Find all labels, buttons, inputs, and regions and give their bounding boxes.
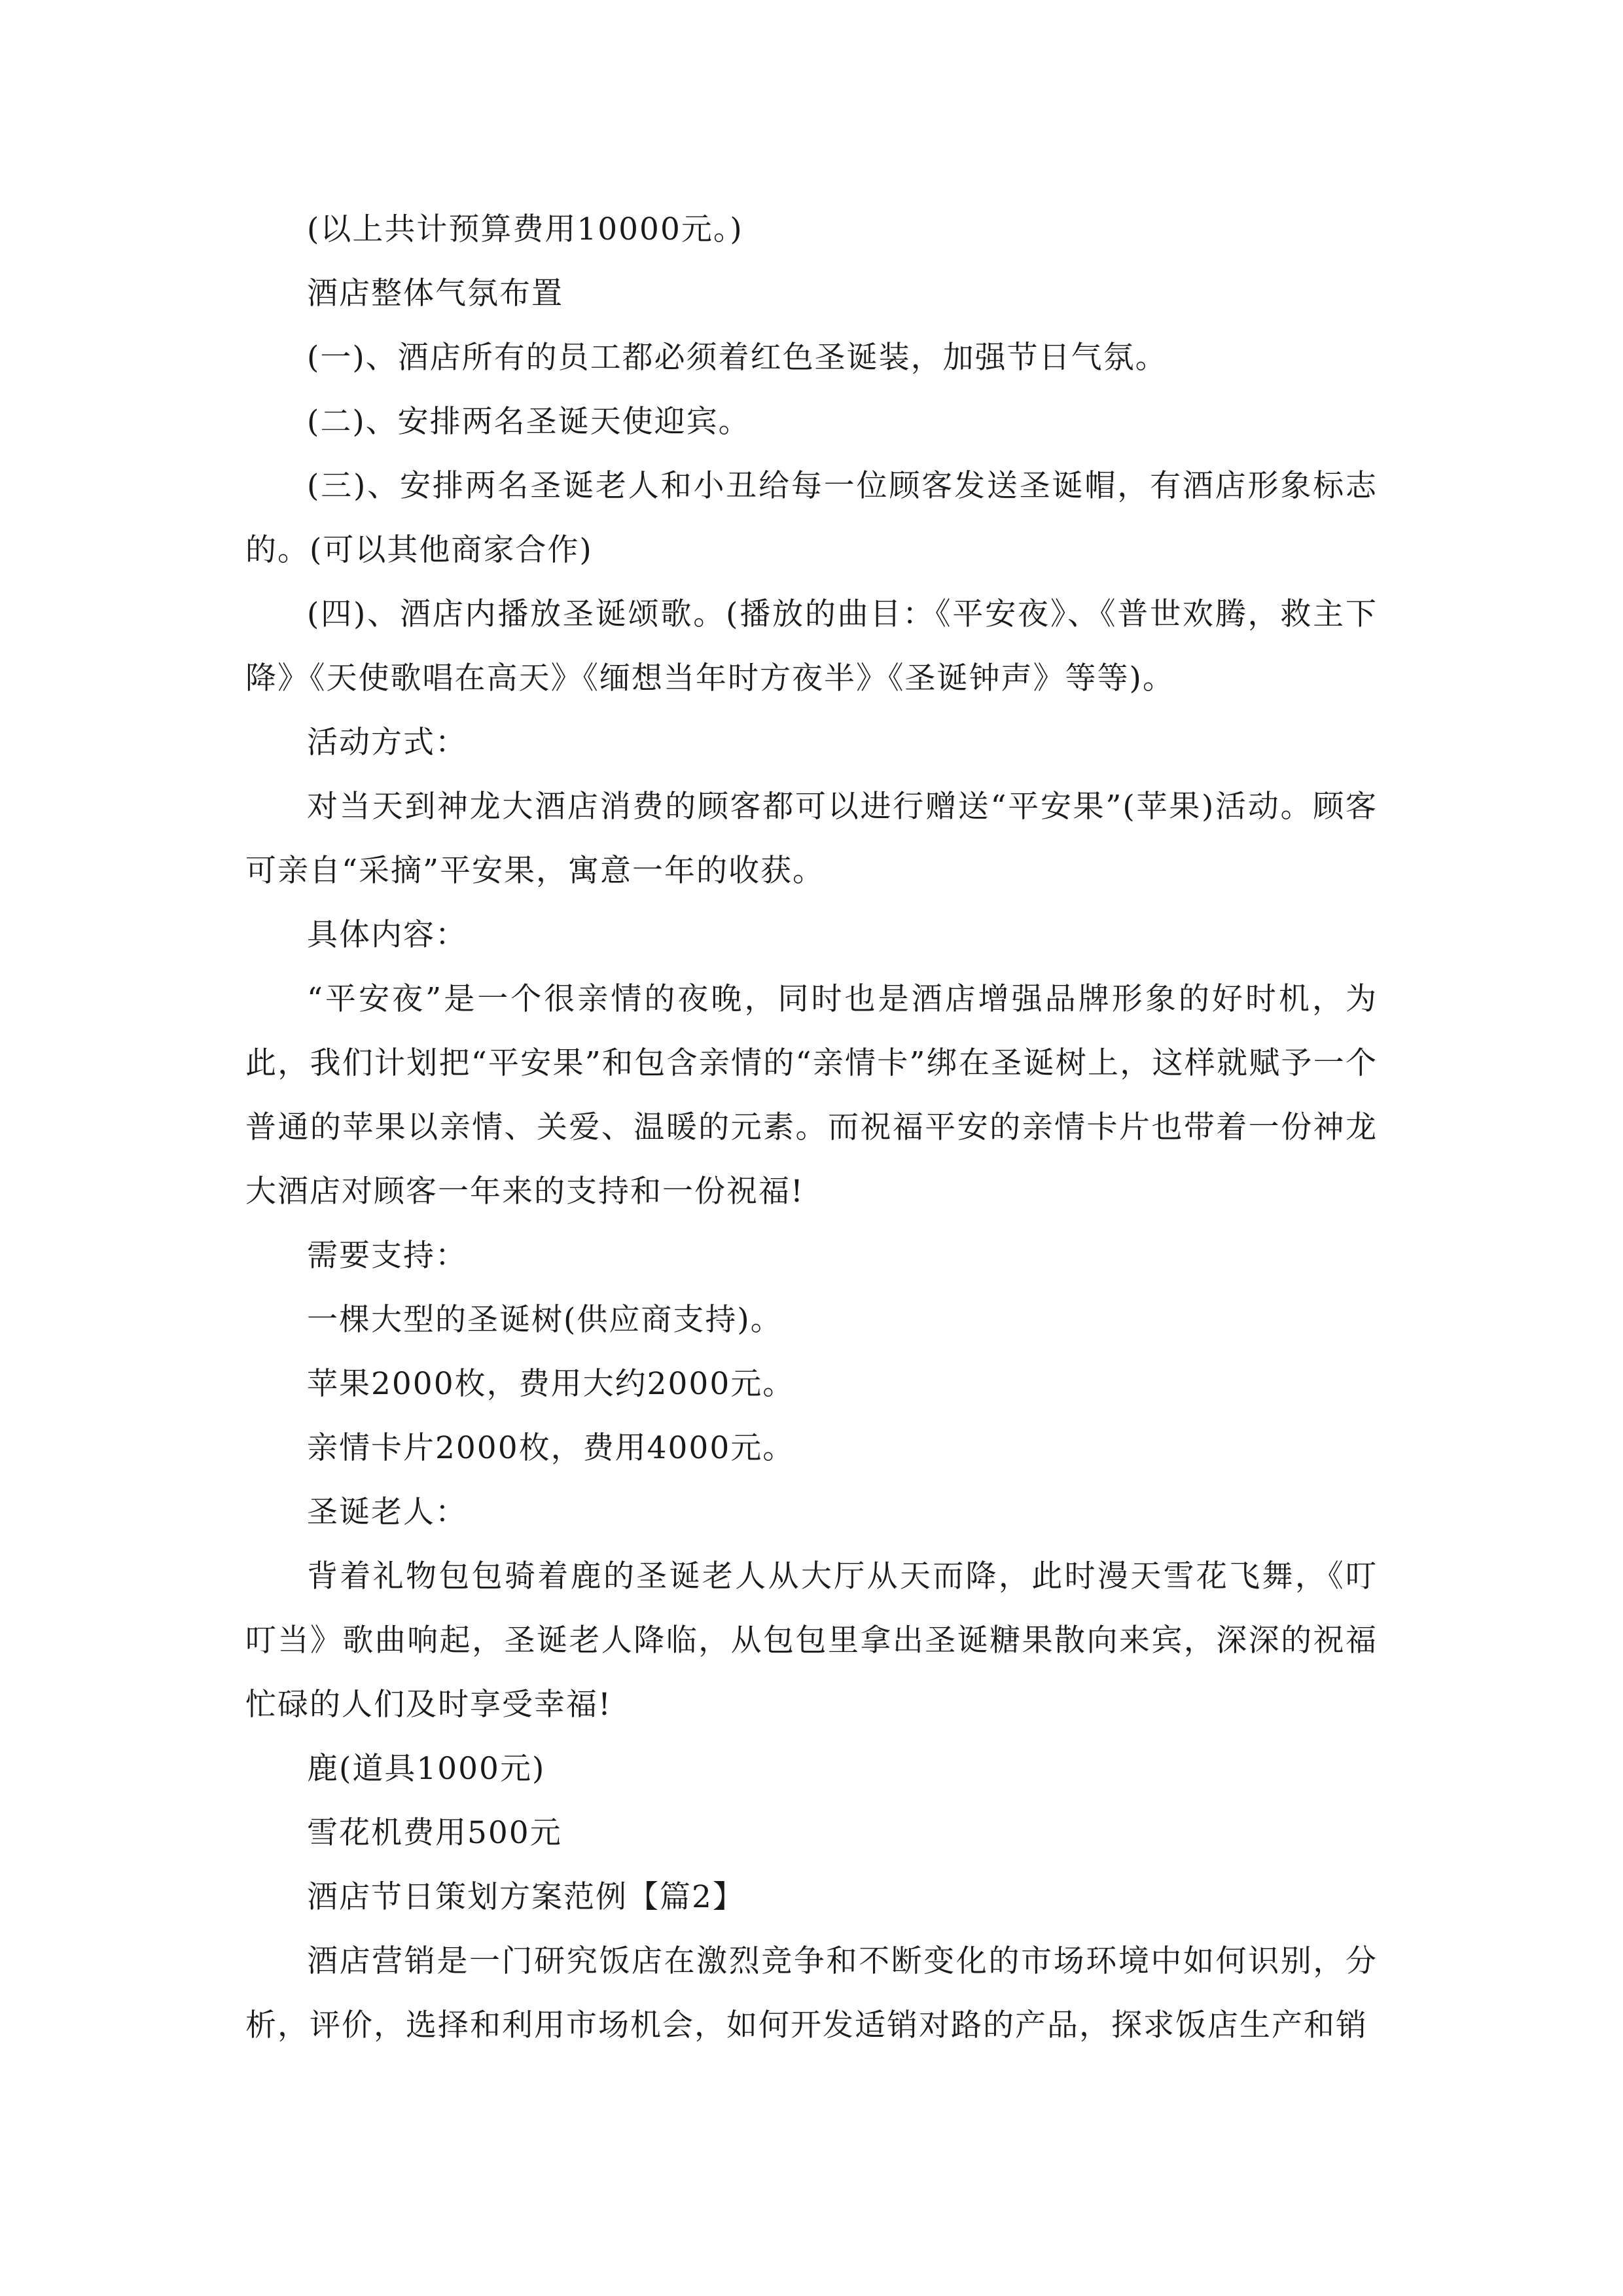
paragraph-item-2: (二)、安排两名圣诞天使迎宾。 <box>307 404 751 440</box>
heading-support: 需要支持： <box>307 1238 467 1274</box>
heading-activity-method: 活动方式： <box>307 725 467 761</box>
paragraph-item-3: (三)、安排两名圣诞老人和小丑给每一位顾客发送圣诞帽，有酒店形象标志的。(可以其他商家合作) <box>245 468 1378 568</box>
paragraph-item-1: (一)、酒店所有的员工都必须着红色圣诞装，加强节日气氛。 <box>307 340 1168 376</box>
paragraph-support-apples: 苹果2000枚，费用大约2000元。 <box>307 1366 795 1402</box>
paragraph-details: “平安夜”是一个很亲情的夜晚，同时也是酒店增强品牌形象的好时机，为此，我们计划把“平安果”和包含亲情的“亲情卡”绑在圣诞树上，这样就赋予一个普通的苹果以亲情、关爱、温暖的元素。而祝福平安的亲情卡片也带着一份神龙大酒店对顾客一年来的支持和一份祝福! <box>245 981 1378 1210</box>
paragraph-activity-method: 对当天到神龙大酒店消费的顾客都可以进行赠送“平安果”(苹果)活动。顾客可亲自“采摘”平安果，寓意一年的收获。 <box>245 789 1378 889</box>
paragraph-item-4: (四)、酒店内播放圣诞颂歌。(播放的曲目：《平安夜》、《普世欢腾，救主下降》《天使歌唱在高天》《缅想当年时方夜半》《圣诞钟声》等等)。 <box>245 596 1378 696</box>
heading-part-2: 酒店节日策划方案范例【篇2】 <box>307 1879 745 1915</box>
paragraph-budget-total: (以上共计预算费用10000元。) <box>307 211 743 247</box>
heading-details: 具体内容： <box>307 917 467 953</box>
paragraph-support-cards: 亲情卡片2000枚，费用4000元。 <box>307 1430 795 1466</box>
paragraph-snow-machine-cost: 雪花机费用500元 <box>307 1815 562 1851</box>
heading-atmosphere: 酒店整体气氛布置 <box>307 276 563 312</box>
paragraph-deer-cost: 鹿(道具1000元) <box>307 1751 546 1787</box>
paragraph-santa: 背着礼物包包骑着鹿的圣诞老人从大厅从天而降，此时漫天雪花飞舞，《叮叮当》歌曲响起，圣诞老人降临，从包包里拿出圣诞糖果散向来宾，深深的祝福忙碌的人们及时享受幸福! <box>245 1558 1378 1723</box>
heading-santa: 圣诞老人： <box>307 1494 467 1530</box>
document-body <box>245 198 1378 2058</box>
paragraph-support-tree: 一棵大型的圣诞树(供应商支持)。 <box>307 1302 783 1338</box>
paragraph-hotel-marketing: 酒店营销是一门研究饭店在激烈竞争和不断变化的市场环境中如何识别，分析，评价，选择和利用市场机会，如何开发适销对路的产品，探求饭店生产和销 <box>245 1943 1378 2043</box>
